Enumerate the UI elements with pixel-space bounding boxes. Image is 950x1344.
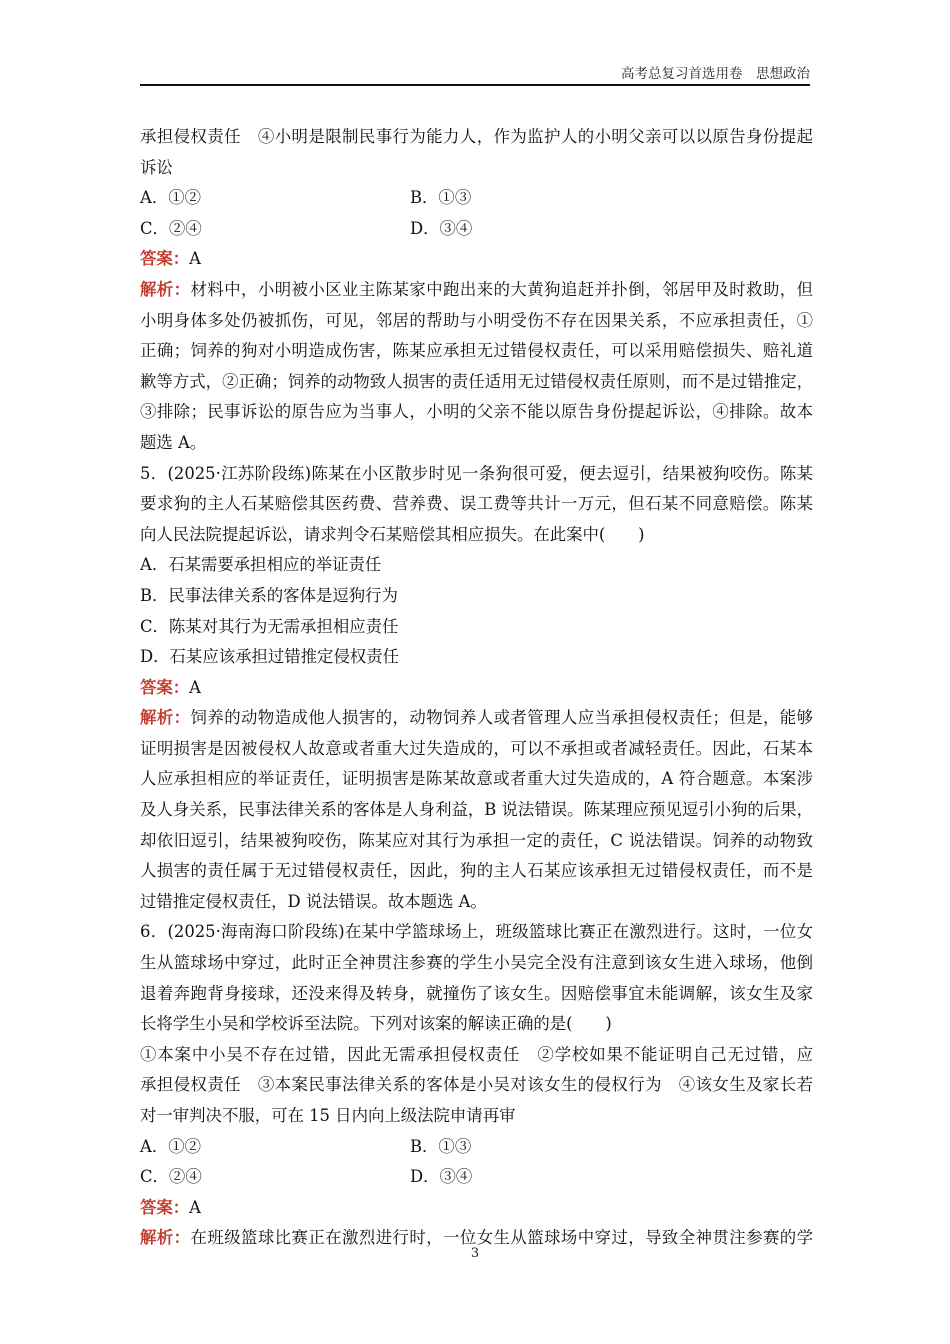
running-header: 高考总复习首选用卷 思想政治 — [621, 66, 810, 82]
q4-analysis-line: ③排除；民事诉讼的原告应为当事人，小明的父亲不能以原告身份提起诉讼，④排除。故本 — [140, 402, 813, 422]
q4-answer — [140, 244, 813, 275]
analysis-label: 解析： — [140, 1228, 191, 1248]
q5-analysis-line: 证明损害是因被侵权人故意或者重大过失造成的，可以不承担或者减轻责任。因此，石某本 — [140, 738, 813, 758]
q5-option-d: D．石某应该承担过错推定侵权责任 — [140, 647, 399, 667]
q5-analysis-line: 过错推定侵权责任，D 说法错误。故本题选 A。 — [140, 891, 487, 911]
analysis-label: 解析： — [140, 708, 191, 728]
q4-analysis-line: 题选 A。 — [140, 432, 207, 452]
q5-analysis-line: 及人身关系，民事法律关系的客体是人身利益，B 说法错误。陈某理应预见逗引小狗的后果， — [140, 800, 813, 820]
q5-analysis-line: 人应承担相应的举证责任，证明损害是陈某故意或者重大过失造成的，A 符合题意。本案涉 — [140, 769, 813, 789]
q4-analysis-line: 正确；饲养的狗对小明造成伤害，陈某应承担无过错侵权责任，可以采用赔偿损失、赔礼道 — [140, 341, 813, 361]
answer-value: A — [189, 677, 202, 697]
q5-answer — [140, 673, 813, 704]
q6-option-d: D．③④ — [410, 1167, 473, 1187]
q6-options-row — [140, 1132, 813, 1163]
q6-option-a: A．①② — [140, 1136, 202, 1156]
q4-options-row — [140, 214, 813, 245]
analysis-label: 解析： — [140, 279, 191, 299]
q6-stem-line: 生从篮球场中穿过，此时正全神贯注参赛的学生小吴完全没有注意到该女生进入球场，他倒 — [140, 953, 813, 973]
answer-value: A — [189, 249, 202, 269]
q5-option-a: A．石某需要承担相应的举证责任 — [140, 555, 382, 575]
q4-analysis-line: 小明身体多处仍被抓伤，可见，邻居的帮助与小明受伤不存在因果关系，不应承担责任，① — [140, 310, 813, 330]
page-number: 3 — [470, 1246, 480, 1261]
q6-options-row — [140, 1162, 813, 1193]
q5-analysis-line: 人损害的责任属于无过错侵权责任，因此，狗的主人石某应该承担无过错侵权责任，而不是 — [140, 861, 813, 881]
q4-analysis-line: 歉等方式，②正确；饲养的动物致人损害的责任适用无过错侵权责任原则，而不是过错推定， — [140, 371, 813, 391]
answer-label: 答案： — [140, 677, 190, 697]
q6-stem-line: 长将学生小吴和学校诉至法院。下列对该案的解读正确的是( ) — [140, 1014, 612, 1034]
q5-analysis-line — [140, 703, 813, 734]
q4-option-d: D．③④ — [410, 218, 473, 238]
q6-stem-line: 承担侵权责任 ③本案民事法律关系的客体是小吴对该女生的侵权行为 ④该女生及家长若 — [140, 1075, 813, 1095]
q4-analysis-line — [140, 275, 813, 306]
answer-label: 答案： — [140, 249, 190, 269]
q5-stem-line: 5．(2025·江苏阶段练)陈某在小区散步时见一条狗很可爱，便去逗引，结果被狗咬伤。陈某 — [140, 463, 813, 483]
q4-option-a: A．①② — [140, 188, 202, 208]
q6-answer — [140, 1193, 813, 1224]
q6-stem-line: 对一审判决不服，可在 15 日内向上级法院申请再审 — [140, 1106, 516, 1125]
header-rule — [140, 84, 810, 86]
q5-analysis-line: 却依旧逗引，结果被狗咬伤，陈某应对其行为承担一定的责任，C 说法错误。饲养的动物致 — [140, 830, 813, 850]
q6-option-c: C．②④ — [140, 1167, 202, 1187]
q4-stem-line: 承担侵权责任 ④小明是限制民事行为能力人，作为监护人的小明父亲可以以原告身份提起 — [140, 127, 813, 146]
q6-stem-line: 6．(2025·海南海口阶段练)在某中学篮球场上，班级篮球比赛正在激烈进行。这时，一位女 — [140, 922, 813, 942]
q5-stem-line: 向人民法院提起诉讼，请求判令石某赔偿其相应损失。在此案中( ) — [140, 524, 645, 544]
q5-stem-line: 要求狗的主人石某赔偿其医药费、营养费、误工费等共计一万元，但石某不同意赔偿。陈某 — [140, 494, 813, 514]
answer-label: 答案： — [140, 1197, 190, 1217]
q6-option-b: B．①③ — [410, 1136, 472, 1156]
answer-value: A — [189, 1197, 202, 1217]
q5-option-b: B．民事法律关系的客体是逗狗行为 — [140, 585, 398, 605]
analysis-text: 材料中，小明被小区业主陈某家中跑出来的大黄狗追赶并扑倒，邻居甲及时救助，但 — [190, 279, 814, 299]
q4-options-row — [140, 183, 813, 214]
q4-stem-line: 诉讼 — [140, 157, 173, 177]
q4-option-b: B．①③ — [410, 188, 472, 208]
q5-option-c: C．陈某对其行为无需承担相应责任 — [140, 616, 399, 636]
page-content — [140, 122, 813, 1254]
q4-option-c: C．②④ — [140, 218, 202, 238]
analysis-text: 饲养的动物造成他人损害的，动物饲养人或者管理人应当承担侵权责任；但是，能够 — [190, 708, 814, 728]
q6-stem-line: 退着奔跑背身接球，还没来得及转身，就撞伤了该女生。因赔偿事宜未能调解，该女生及家 — [140, 983, 813, 1003]
q6-stem-line: ①本案中小吴不存在过错，因此无需承担侵权责任 ②学校如果不能证明自己无过错，应 — [140, 1044, 813, 1064]
analysis-text: 在班级篮球比赛正在激烈进行时，一位女生从篮球场中穿过，导致全神贯注参赛的学 — [190, 1228, 814, 1248]
